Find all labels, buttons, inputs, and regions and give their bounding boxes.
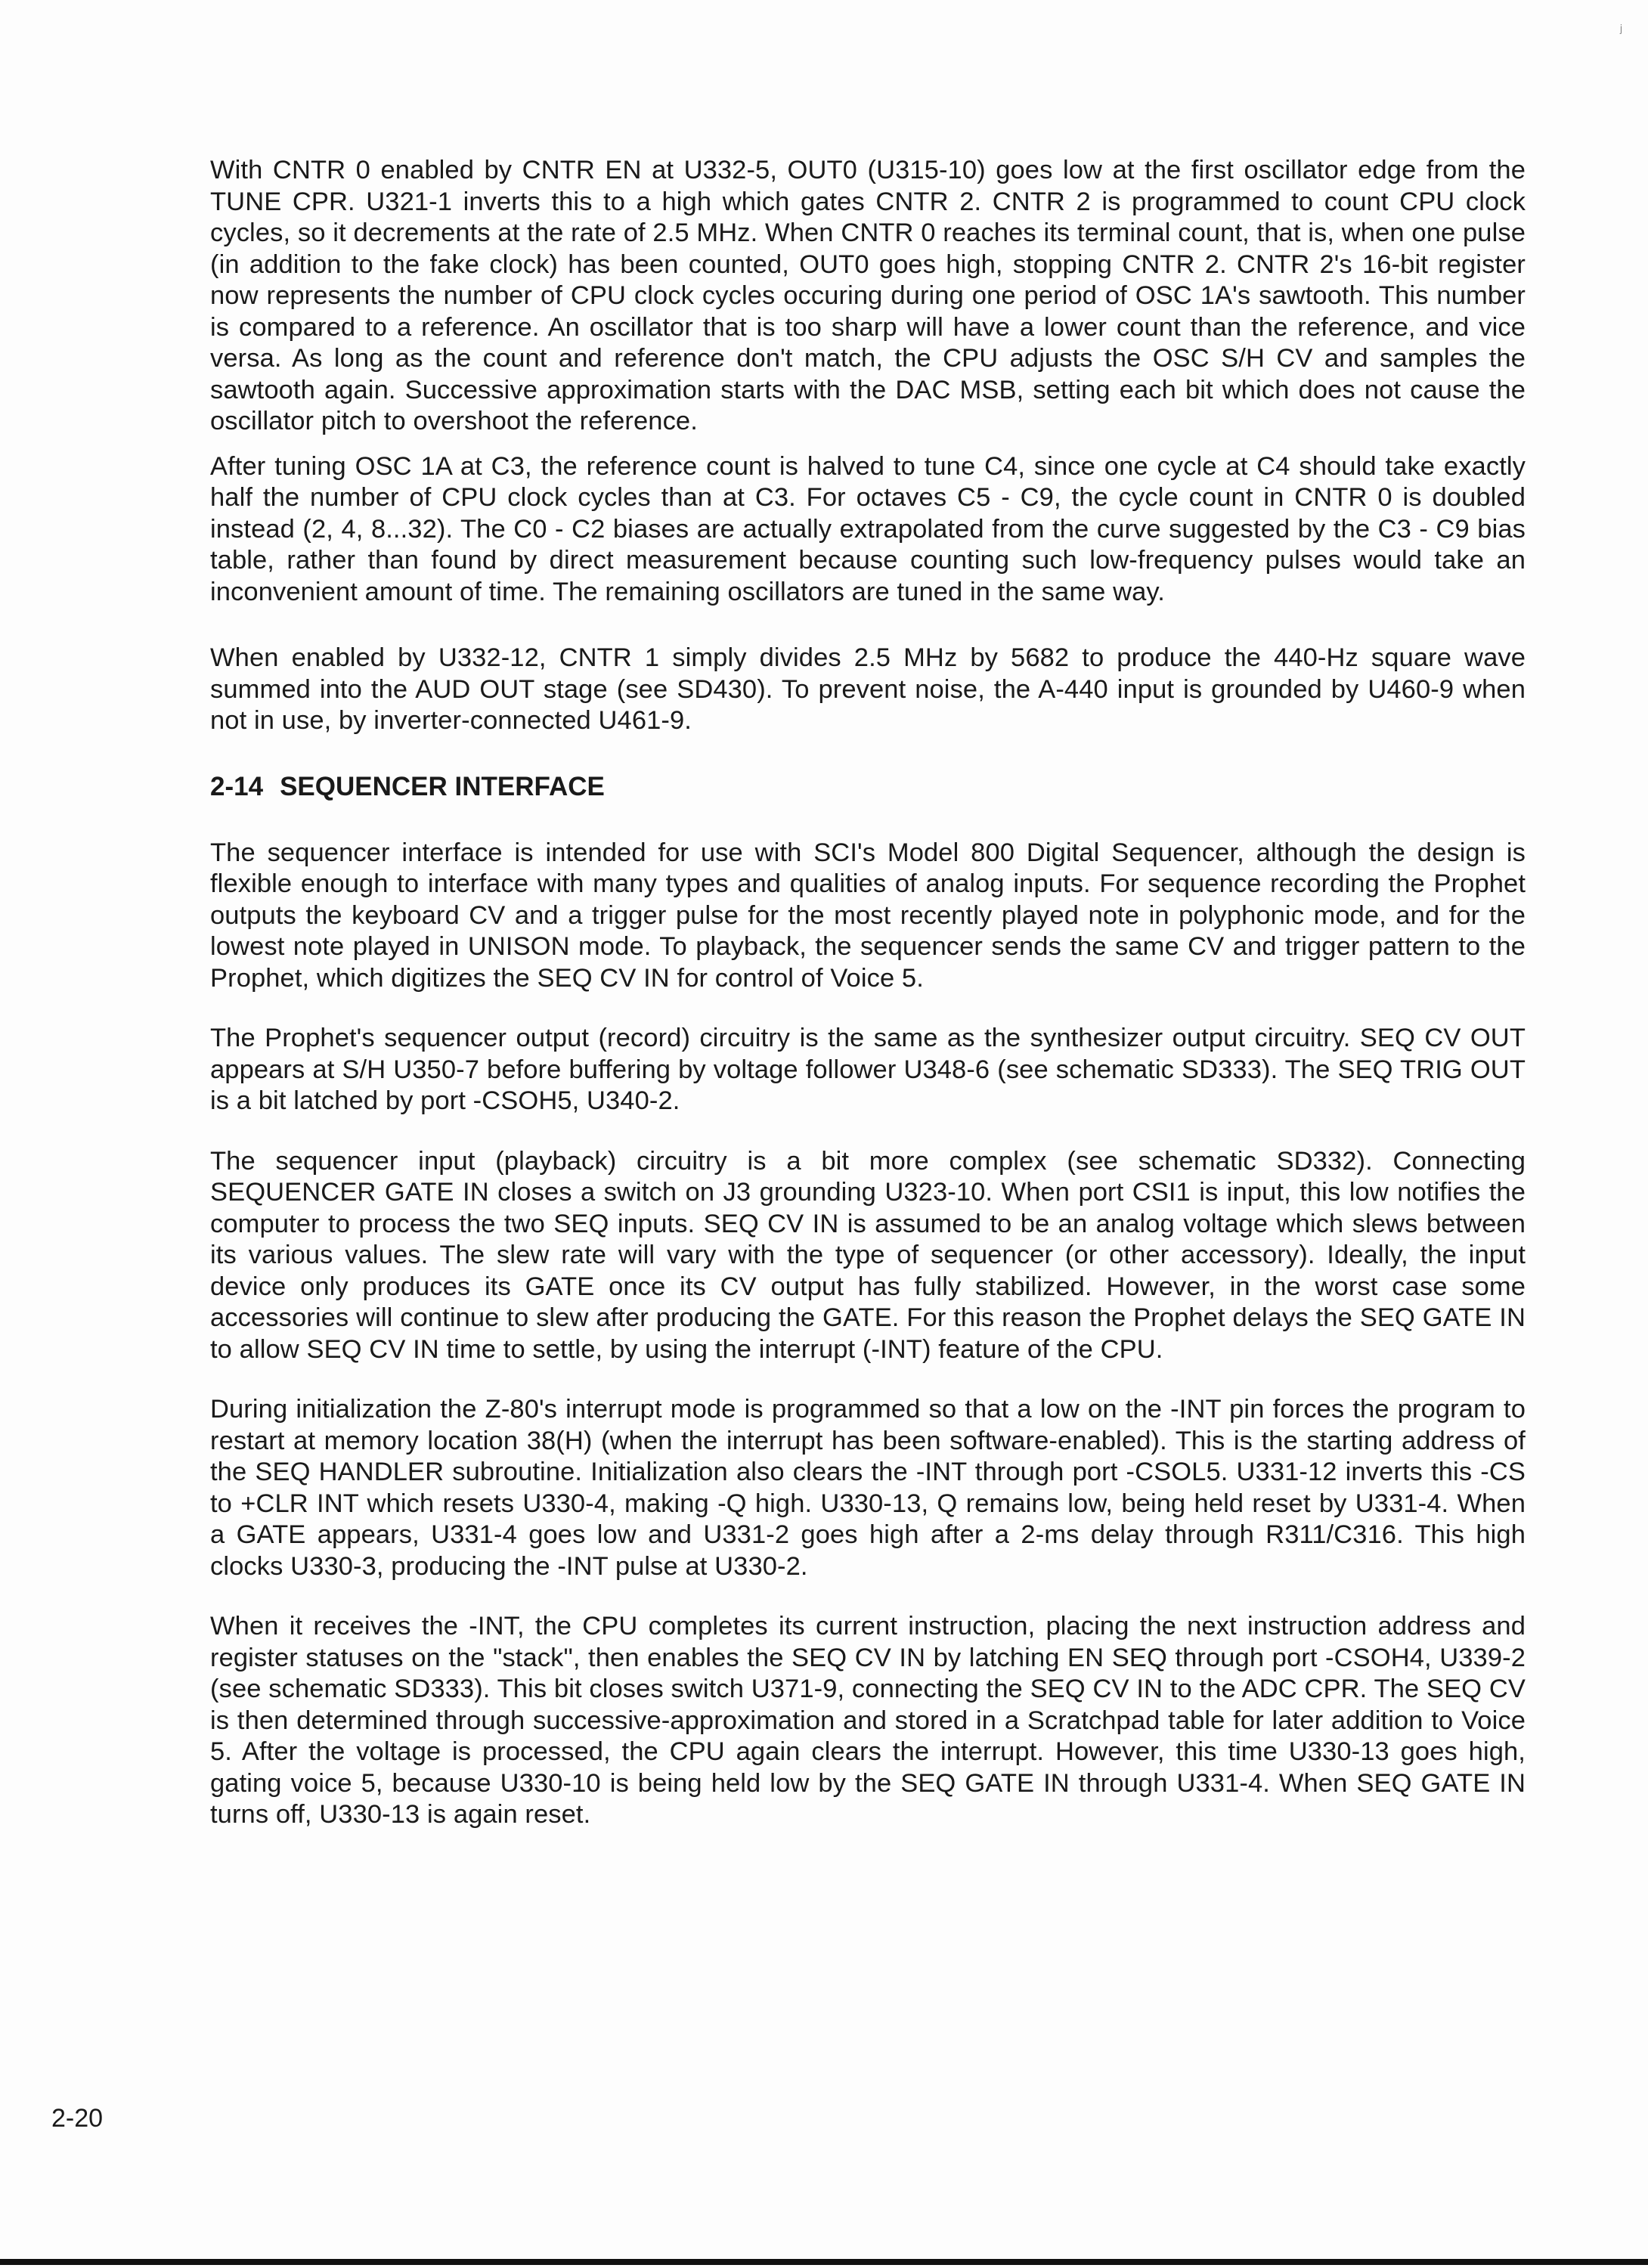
- scan-bottom-edge: [0, 2259, 1648, 2265]
- section-title: SEQUENCER INTERFACE: [280, 771, 605, 801]
- paragraph-cntr1-a440: When enabled by U332-12, CNTR 1 simply divides 2.5 MHz by 5682 to produce the 440-Hz square wave summed into the AUD OUT stage (see SD430). To prevent noise, the A-440 input is grounded by U460-9 when not in use, by inverter-connected U461-9.: [210, 643, 1526, 735]
- paragraph-interrupt-initialization: During initialization the Z-80's interrupt mode is programmed so that a low on the -INT pin forces the program to restart at memory location 38(H) (when the interrupt has been software-enabled). This is the starting address of the SEQ HANDLER subroutine. Initialization also clears the -INT through port -CSOL5. U331-12 inverts this -CS to +CLR INT which resets U330-4, making -Q high. U330-13, Q remains low, being held reset by U331-4. When a GATE appears, U331-4 goes low and U331-2 goes high after a 2-ms delay through R311/C316. This high clocks U330-3, producing the -INT pulse at U330-2.: [210, 1395, 1526, 1581]
- paragraph-cntr0-tuning: With CNTR 0 enabled by CNTR EN at U332-5, OUT0 (U315-10) goes low at the first oscillator edge from the TUNE CPR. U321-1 inverts this to a high which gates CNTR 2. CNTR 2 is programmed to count CPU clock cycles, so it decrements at the rate of 2.5 MHz. When CNTR 0 reaches its terminal count, that is, when one pulse (in addition to the fake clock) has been counted, OUT0 goes high, stopping CNTR 2. CNTR 2's 16-bit register now represents the number of CPU clock cycles occuring during one period of OSC 1A's sawtooth. This number is compared to a reference. An oscillator that is too sharp will have a lower count than the reference, and vice versa. As long as the count and reference don't match, the CPU adjusts the OSC S/H CV and samples the sawtooth again. Successive approximation starts with the DAC MSB, setting each bit which does not cause the oscillator pitch to overshoot the reference.: [210, 156, 1526, 435]
- paragraph-sequencer-input: The sequencer input (playback) circuitry is a bit more complex (see schematic SD332). Connecting SEQUENCER GATE IN closes a switch on J3 grounding U323-10. When port CSI1 is input, this low notifies the computer to process the two SEQ inputs. SEQ CV IN is assumed to be an analog voltage which slews between its various values. The slew rate will vary with the type of sequencer (or other accessory). Ideally, the input device only produces its GATE once its CV output has fully stabilized. However, in the worst case some accessories will continue to slew after producing the GATE. For this reason the Prophet delays the SEQ GATE IN to allow SEQ CV IN time to settle, by using the interrupt (-INT) feature of the CPU.: [210, 1146, 1526, 1364]
- page-content: [210, 155, 1526, 1831]
- section-heading: [210, 771, 1526, 803]
- scan-corner-mark: ʲ: [1619, 23, 1622, 39]
- page-number: 2-20: [51, 2104, 104, 2133]
- paragraph-interrupt-handling: When it receives the -INT, the CPU completes its current instruction, placing the next instruction address and register statuses on the "stack", then enables the SEQ CV IN by latching EN SEQ through port -CSOH4, U339-2 (see schematic SD333). This bit closes switch U371-9, connecting the SEQ CV IN to the ADC CPR. The SEQ CV is then determined through successive-approximation and stored in a Scratchpad table for later addition to Voice 5. After the voltage is processed, the CPU again clears the interrupt. However, this time U330-13 goes high, gating voice 5, because U330-10 is being held low by the SEQ GATE IN through U331-4. When SEQ GATE IN turns off, U330-13 is again reset.: [210, 1612, 1526, 1829]
- paragraph-osc-tuning-octaves: After tuning OSC 1A at C3, the reference count is halved to tune C4, since one cycle at C4 should take exactly half the number of CPU clock cycles than at C3. For octaves C5 - C9, the cycle count in CNTR 0 is doubled instead (2, 4, 8...32). The C0 - C2 biases are actually extrapolated from the curve suggested by the C3 - C9 bias table, rather than found by direct measurement because counting such low-frequency pulses would take an inconvenient amount of time. The remaining oscillators are tuned in the same way.: [210, 451, 1526, 606]
- section-number: 2-14: [210, 771, 264, 801]
- paragraph-sequencer-output: The Prophet's sequencer output (record) circuitry is the same as the synthesizer output circuitry. SEQ CV OUT appears at S/H U350-7 before buffering by voltage follower U348-6 (see schematic SD333). The SEQ TRIG OUT is a bit latched by port -CSOH5, U340-2.: [210, 1024, 1526, 1115]
- paragraph-sequencer-overview: The sequencer interface is intended for use with SCI's Model 800 Digital Sequencer, although the design is flexible enough to interface with many types and qualities of analog inputs. For sequence recording the Prophet outputs the keyboard CV and a trigger pulse for the most recently played note in polyphonic mode, and for the lowest note played in UNISON mode. To playback, the sequencer sends the same CV and trigger pattern to the Prophet, which digitizes the SEQ CV IN for control of Voice 5.: [210, 838, 1526, 993]
